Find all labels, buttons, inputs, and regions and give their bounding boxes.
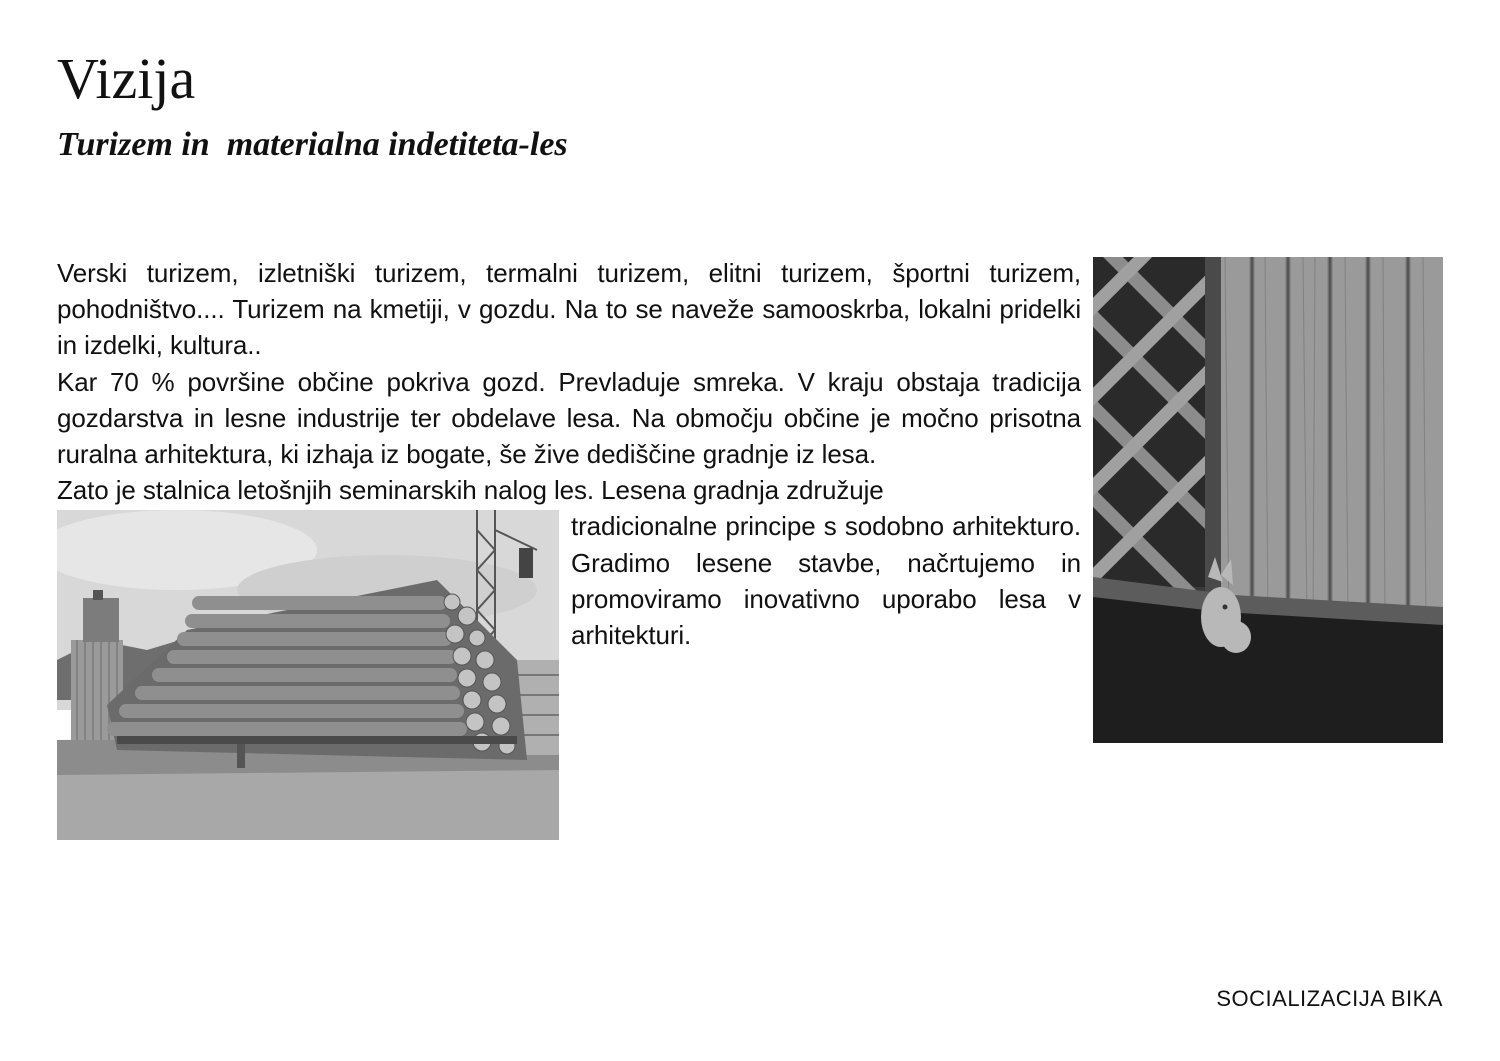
- body-text: [57, 255, 1081, 840]
- page-subtitle: Turizem in materialna indetiteta-les: [57, 126, 568, 163]
- log-pile-photo: [57, 510, 559, 840]
- paragraph-seminar: Zato je stalnica letošnjih seminarskih nalog les. Lesena gradnja združuje: [57, 475, 884, 506]
- footer-label: SOCIALIZACIJA BIKA: [1216, 986, 1443, 1011]
- paragraph-tourism: Verski turizem, izletniški turizem, termalni turizem, elitni turizem, športni turizem, pohodništvo.... Turizem na kmetiji, v gozdu. Na to se naveže samooskrba, lokalni pridelki in izdelki, kultura..: [57, 258, 1081, 361]
- paragraph-wood-building: tradicionalne principe s sodobno arhitekturo. Gradimo lesene stavbe, načrtujemo in promoviramo inovativno uporabo lesa v arhitekturi.: [571, 511, 1081, 651]
- paragraph-forest: Kar 70 % površine občine pokriva gozd. Prevladuje smreka. V kraju obstaja tradicija gozdarstva in lesne industrije ter obdelave lesa. Na območju občine je močno prisotna ruralna arhitektura, ki izhaja iz bogate, še žive dediščine gradnje iz lesa.: [57, 366, 1081, 470]
- barn-wood-photo: [1093, 257, 1443, 743]
- page-title: Vizija: [57, 46, 196, 111]
